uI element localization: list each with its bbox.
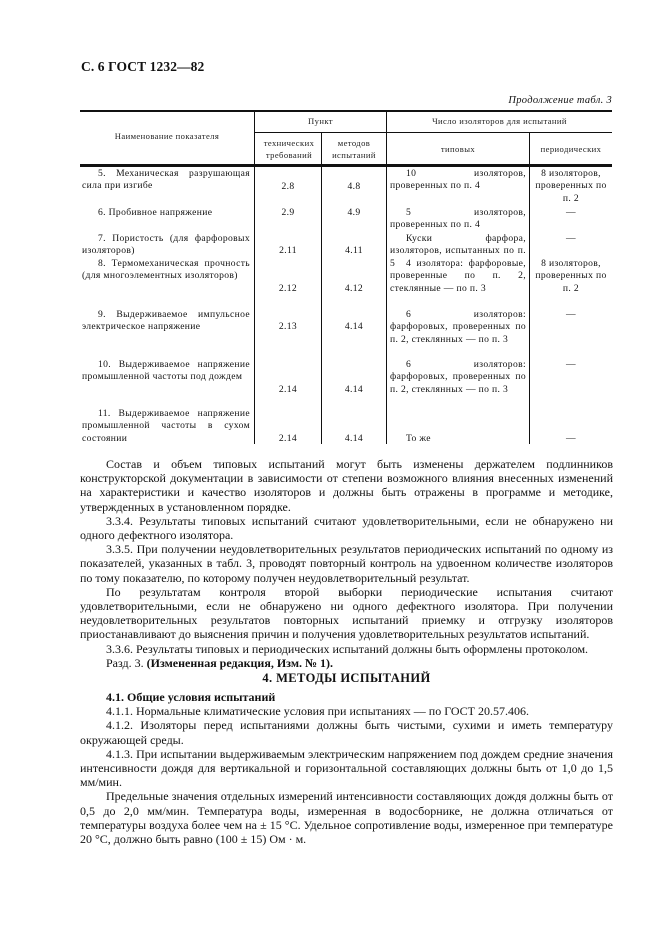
amendment-note: (Измененная редакция, Изм. № 1). bbox=[146, 655, 334, 670]
row-7-name: 7. Пористость (для фарфоровых изоляторов) bbox=[82, 233, 250, 257]
row-11-name: 11. Выдерживаемое напряжение промышленной частоты в сухом состоянии bbox=[82, 408, 250, 444]
row-8-typical: 4 изолятора: фарфоровые, проверенные по п. 2, стеклянные — по п. 3 bbox=[390, 258, 526, 294]
row-11-tech: 2.14 bbox=[278, 433, 298, 444]
paragraph-amendment bbox=[80, 656, 613, 670]
row-7-periodic: — bbox=[566, 233, 576, 244]
row-7-method: 4.11 bbox=[345, 245, 363, 256]
section-4-title: 4. МЕТОДЫ ИСПЫТАНИЙ bbox=[262, 671, 431, 685]
row-10-name: 10. Выдерживаемое напряжение промышленной частоты под дождем bbox=[82, 359, 250, 383]
col-divider-4 bbox=[529, 132, 530, 444]
row-10-method: 4.14 bbox=[344, 384, 364, 395]
row-10-periodic: — bbox=[566, 359, 576, 370]
table-top-border bbox=[80, 110, 612, 112]
header-punkt-tech: технических требований bbox=[263, 138, 315, 160]
header-name: Наименование показателя bbox=[114, 131, 220, 141]
row-11-method: 4.14 bbox=[344, 433, 364, 444]
paragraph-4-1-2: 4.1.2. Изоляторы перед испытаниями должны быть чистыми, сухими и иметь температуру окружающей среды. bbox=[80, 718, 613, 747]
page-header: С. 6 ГОСТ 1232—82 bbox=[81, 59, 205, 74]
row-11-typical: То же bbox=[406, 433, 431, 444]
row-8-tech: 2.12 bbox=[278, 283, 298, 294]
section-3-text bbox=[80, 457, 613, 670]
row-5-tech: 2.8 bbox=[281, 181, 295, 192]
col-divider-3 bbox=[386, 110, 387, 444]
row-9-name: 9. Выдерживаемое импульсное электрическое напряжение bbox=[82, 309, 250, 333]
row-10-tech: 2.14 bbox=[278, 384, 298, 395]
row-9-method: 4.14 bbox=[344, 321, 364, 332]
header-bottom-border bbox=[80, 164, 612, 167]
subsection-4-1-title: 4.1. Общие условия испытаний bbox=[106, 690, 276, 704]
paragraph-rain-limits: Предельные значения отдельных измерений интенсивности составляющих дождя должны быть от 0,5 до 2,0 мм/мин. Температура воды, измеренная в водосборнике, не должна отличаться от температуры воздуха более чем на ± 15 °С. Удельное сопротивление воды, измеренное при температуре 20 °С, должно быть равно (100 ± 15) Ом · м. bbox=[80, 789, 613, 847]
paragraph-3-3-6: 3.3.6. Результаты типовых и периодических испытаний должны быть оформлены протоколом. bbox=[106, 641, 589, 656]
row-7-typical: Куски фарфора, изоляторов, испытанных по п. 5 bbox=[390, 233, 526, 269]
header-count-typical: типовых bbox=[440, 144, 476, 154]
row-5-typical: 10 изоляторов, проверенных по п. 4 bbox=[390, 168, 526, 192]
row-6-periodic: — bbox=[566, 207, 576, 218]
row-8-name: 8. Термомеханическая прочность (для многоэлементных изоляторов) bbox=[82, 258, 250, 282]
row-9-periodic: — bbox=[566, 309, 576, 320]
row-5-name: 5. Механическая разрушающая сила при изгибе bbox=[82, 168, 250, 192]
amendment-prefix: Разд. 3. bbox=[106, 655, 147, 670]
row-9-typical: 6 изоляторов: фарфоровых, проверенных по п. 2, стеклянных — по п. 3 bbox=[390, 309, 526, 345]
row-10-typical: 6 изоляторов: фарфоровых, проверенных по п. 2, стеклянных — по п. 3 bbox=[390, 359, 526, 395]
paragraph-4-1-3: 4.1.3. При испытании выдерживаемым электрическим напряжением под дождем средние значения интенсивности дождя для вертикальной и горизонтальной составляющих должны быть от 1,0 до 1,5 мм/мин. bbox=[80, 746, 613, 790]
header-split-punkt bbox=[254, 132, 612, 133]
row-11-periodic: — bbox=[566, 433, 576, 444]
row-6-typical: 5 изоляторов, проверенных по п. 4 bbox=[390, 207, 526, 231]
paragraph-3-3-4: 3.3.4. Результаты типовых испытаний считают удовлетворительными, если не обнаружено ни одного дефектного изолятора. bbox=[80, 513, 613, 543]
header-punkt-methods: методов испытаний bbox=[332, 138, 376, 160]
paragraph-second-sample: По результатам контроля второй выборки периодические испытания считают удовлетворительными, если не обнаружено ни одного дефектного изолятора. При получении неудовлетворительных результатов повторных испытаний приемку и отгрузку изоляторов приостанавливают до выяснения причин и получения удовлетворительных результатов испытаний. bbox=[80, 584, 613, 642]
row-9-tech: 2.13 bbox=[278, 321, 298, 332]
header-punkt: Пункт bbox=[308, 116, 333, 126]
row-8-periodic: 8 изоляторов, проверенных по п. 2 bbox=[535, 258, 607, 294]
row-7-tech: 2.11 bbox=[279, 245, 297, 256]
section-4-text bbox=[80, 690, 613, 846]
row-6-tech: 2.9 bbox=[281, 207, 295, 218]
paragraph-composition: Состав и объем типовых испытаний могут быть изменены держателем подлинников конструкторской документации в зависимости от степени возможного влияния внесенных изменений на характеристики и качество изоляторов и должны быть отражены в программе и методике, утвержденных в установленном порядке. bbox=[80, 457, 613, 514]
row-5-periodic: 8 изоляторов, проверенных по п. 2 bbox=[535, 168, 607, 204]
header-count: Число изоляторов для испытаний bbox=[432, 116, 567, 126]
row-5-method: 4.8 bbox=[347, 181, 361, 192]
row-8-method: 4.12 bbox=[344, 283, 364, 294]
header-count-periodic: периодических bbox=[540, 144, 602, 154]
table-caption: Продолжение табл. 3 bbox=[508, 95, 612, 106]
paragraph-4-1-1: 4.1.1. Нормальные климатические условия при испытаниях — по ГОСТ 20.57.406. bbox=[106, 704, 529, 719]
paragraph-3-3-5: 3.3.5. При получении неудовлетворительных результатов периодических испытаний по одному из показателей, указанных в табл. 3, проводят повторный контроль на удвоенном количестве изоляторов по тому показателю, по которому получен неудовлетворительный результат. bbox=[80, 542, 613, 585]
row-6-method: 4.9 bbox=[347, 207, 361, 218]
row-6-name: 6. Пробивное напряжение bbox=[98, 207, 213, 218]
